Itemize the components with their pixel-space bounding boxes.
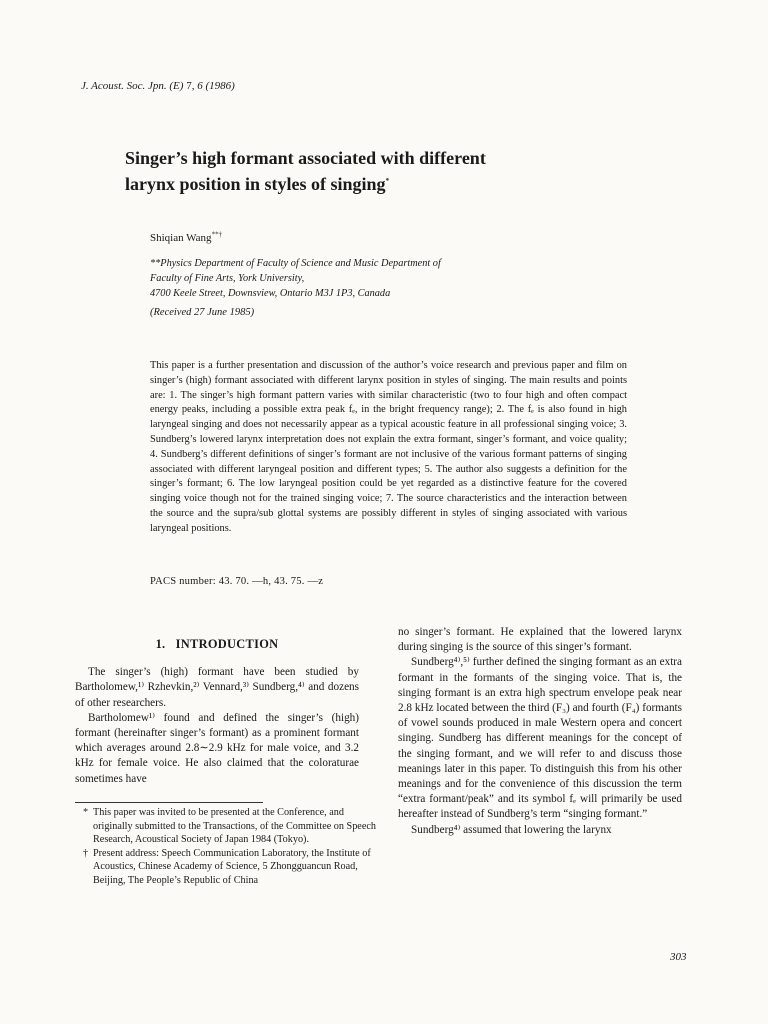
title-line-2: larynx position in styles of singing (125, 174, 386, 194)
received-date (150, 307, 254, 318)
abstract: This paper is a further presentation and discussion of the author’s voice research and previous paper and film on singer’s (high) formant associated with different larynx position in styles of singing. The main results and points are: 1. The singer’s high formant pattern varies with similar characteristic (two to four high and often compact energy peaks, including a possible extra peak fₑ, in the bright frequency range); 2. The fₑ is also found in high laryngeal singing and does not necessarily appear as a typical acoustic feature in all professional singing voice; 3. Sundberg’s lowered larynx interpretation does not explain the extra formant, singer’s formant, and voice quality; 4. Sundberg’s different definitions of singer’s formant are not inclusive of the various formant patterns of singing associated with different laryngeal position and different types; 5. The author also suggests a definition for the singer’s formant; 6. The low laryngeal position could be yet regarded as a distinctive feature for the covered singing voice though not for the trained singing voice; 7. The source characteristics and the interaction between the source and the supra/sub glottal systems are possibly different in styles of singing associated with various laryngeal positions. (150, 360, 627, 534)
paragraph: The singer’s (high) formant have been studied by Bartholomew,¹⁾ Rzhevkin,²⁾ Vennard,³⁾ Sundberg,⁴⁾ and dozens of other researchers. (75, 666, 359, 709)
paragraph: Sundberg⁴⁾,⁵⁾ further defined the singing formant as an extra formant in the formants of the singing voice. That is, the singing formant is an extra high spectrum envelope peak near 2.8 kHz located between the third (F₃) and fourth (F₄) formants of vowel sounds produced in male Western opera and concert singing. Sundberg has different meanings for the concept of the singing formant, and we will refer to and discuss those meanings later in this paper. To distinguish this from his other meanings and for the convenience of this discussion the term “extra formant/peak” and its symbol fₑ will primarily be used hereafter instead of Sundberg’s term “singing formant.” (398, 656, 682, 821)
journal-name: J. Acoust. Soc. Jpn. (81, 80, 167, 92)
left-column (75, 632, 359, 787)
affiliation-line-3: 4700 Keele Street, Downsview, Ontario M3J 1P3, Canada (150, 288, 391, 299)
footnote-mark: † (83, 847, 89, 859)
affiliation-line-2: Faculty of Fine Arts, York University, (150, 273, 305, 284)
journal-issue-year: , 6 (1986) (191, 80, 235, 92)
footnote-text: Present address: Speech Communication Laboratory, the Institute of Acoustics, Chinese Academy of Science, 5 Zhongguancun Road, Beijing, The People’s Republic of China (93, 847, 371, 886)
affiliation-line-1: **Physics Department of Faculty of Science and Music Department of (150, 258, 441, 269)
journal-volume: 7 (186, 80, 192, 92)
journal-citation (81, 80, 235, 92)
author-marks: **† (211, 230, 223, 239)
paragraph: Sundberg⁴⁾ assumed that lowering the larynx (411, 823, 612, 836)
paragraph: no singer’s formant. He explained that the lowered larynx during singing is the source of this singer’s formant. (398, 626, 682, 654)
section-heading (75, 637, 359, 652)
journal-series: (E) (169, 80, 184, 92)
paper-title (125, 145, 625, 197)
footnote-mark: * (83, 807, 89, 818)
section-title: INTRODUCTION (175, 637, 279, 651)
page-number: 303 (670, 951, 687, 963)
title-footnote-mark: * (385, 177, 390, 185)
footnote-divider (75, 802, 263, 803)
pacs-numbers: PACS number: 43. 70. —h, 43. 75. —z (150, 576, 324, 587)
paragraph: Bartholomew¹⁾ found and defined the singer’s (high) formant (hereinafter singer’s formant) as a prominent formant which averages around 2.8∼2.9 kHz for male voice, and 3.2 kHz for female voice. He also claimed that the coloraturae sometimes have (75, 711, 359, 785)
footnote (75, 806, 385, 847)
section-number: 1. (155, 637, 166, 651)
footnote-text: This paper was invited to be presented at the Conference, and originally submitted to the Transactions, of the Committee on Speech Research, Acoustical Society of Japan 1984 (Tokyo). (93, 807, 376, 846)
title-line-1: Singer’s high formant associated with different (125, 148, 486, 168)
received-text: (Received 27 June 1985) (150, 307, 255, 318)
footnotes (75, 806, 385, 888)
author-name: Shiqian Wang (150, 232, 212, 244)
affiliation (150, 256, 570, 301)
right-column (398, 625, 682, 838)
footnote (75, 847, 385, 888)
author (150, 232, 222, 244)
